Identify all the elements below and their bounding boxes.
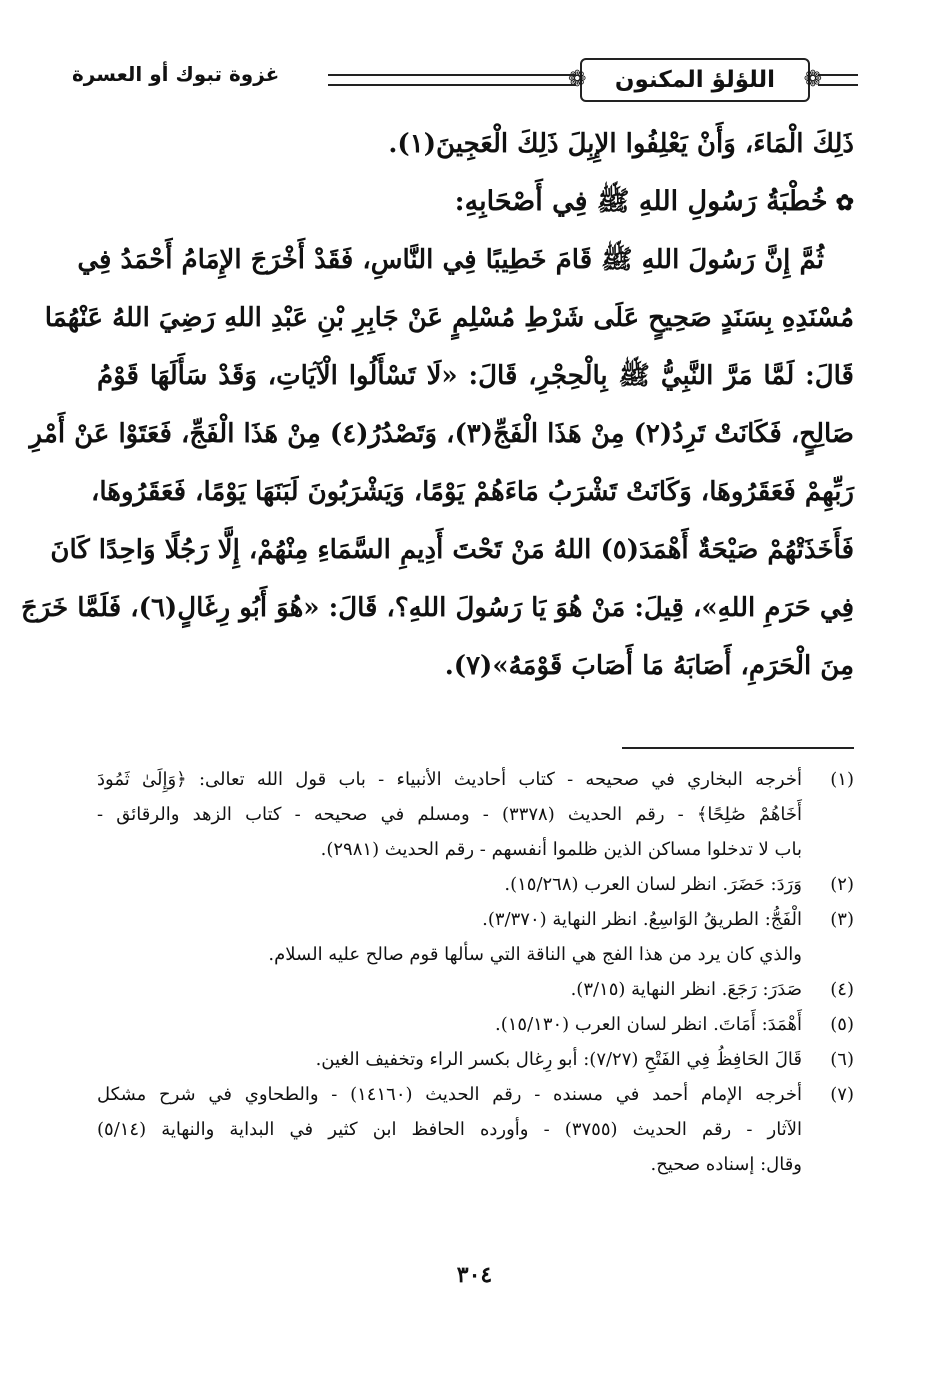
footnote-number: (٤) [830,979,854,1000]
chapter-title: غزوة تبوك أو العسرة [72,62,280,86]
footnote [97,1077,854,1182]
footnote-number: (١) [830,769,854,790]
text-line: ذَلِكَ الْمَاءَ، وَأَنْ يَعْلِفُوا الإِبِلَ ذَلِكَ الْعَجِينَ(١). [388,129,854,159]
text-line: صَالِحٍ، فَكَانَتْ تَرِدُ(٢) مِنْ هَذَا الْفَجِّ(٣)، وَتَصْدُرُ(٤) مِنْ هَذَا الْفَجِّ، فَعَتَوْا عَنْ أَمْرِ [29,419,854,449]
footnote-line: قَالَ الحَافِظُ فِي الفَتْحِ (٧/٢٧): أبو رِغال بكسر الراء وتخفيف الغين. [315,1049,802,1070]
footnote-line: باب لا تدخلوا مساكن الذين ظلموا أنفسهم - رقم الحديث (٢٩٨١). [320,839,802,860]
footnote-line: أَهْمَدَ: أَمَاتَ. انظر لسان العرب (١٥/١٣٠). [495,1014,802,1035]
footnote-line: الْفَجُّ: الطريقُ الوَاسِعُ. انظر النهاية (٣/٣٧٠). [482,909,802,930]
main-text [20,115,854,695]
footnote-number: (٣) [830,909,854,930]
footnote [97,867,854,902]
floral-ornament-icon: ❁ [803,67,822,92]
footnote-continuation [97,937,854,972]
footnote-line: والذي كان يرد من هذا الفج هي الناقة التي سألها قوم صالح عليه السلام. [268,944,802,965]
footnote-number: (٥) [830,1014,854,1035]
footnote-line: وقال: إسناده صحيح. [650,1154,802,1175]
footnote [97,762,854,867]
footnote-number: (٢) [830,874,854,895]
footnote [97,1007,854,1042]
footnote-line: وَرَدَ: حَضَرَ. انظر لسان العرب (١٥/٢٦٨). [504,874,802,895]
header-rule-right [818,74,858,86]
section-heading-text: خُطْبَةُ رَسُولِ اللهِ ﷺ فِي أَصْحَابِهِ: [454,186,828,217]
text-line: رَبِّهِمْ فَعَقَرُوهَا، وَكَانَتْ تَشْرَبُ مَاءَهُمْ يَوْمًا، وَيَشْرَبُونَ لَبَنَهَا يَوْمًا، فَعَقَرُوهَا، [90,477,854,507]
footnote [97,902,854,937]
text-line: قَالَ: لَمَّا مَرَّ النَّبِيُّ ﷺ بِالْحِجْرِ، قَالَ: «لَا تَسْأَلُوا الْآيَاتِ، وَقَدْ سَأَلَهَا قَوْمُ [97,361,854,391]
text-line: ثُمَّ إِنَّ رَسُولَ اللهِ ﷺ قَامَ خَطِيبًا فِي النَّاسِ، فَقَدْ أَخْرَجَ الإِمَامُ أَحْمَدُ فِي [77,245,824,275]
footnote-number [802,937,854,972]
text-line: مُسْنَدِهِ بِسَنَدٍ صَحِيحٍ عَلَى شَرْطِ مُسْلِمٍ عَنْ جَابِرِ بْنِ عَبْدِ اللهِ رَضِيَ اللهُ عَنْهُمَا [44,303,854,333]
page-number: ٣٠٤ [456,1262,493,1288]
footnote-number: (٧) [830,1084,854,1105]
page-header [72,52,858,108]
text-line: فِي حَرَمِ اللهِ»، قِيلَ: مَنْ هُوَ يَا رَسُولَ اللهِ؟، قَالَ: «هُوَ أَبُو رِغَالٍ(٦)، فَلَمَّا خَرَجَ [20,593,854,623]
footnote-separator [622,747,854,749]
footnote-line: صَدَرَ: رَجَعَ. انظر النهاية (٣/١٥). [570,979,802,1000]
book-title: اللؤلؤ المكنون [614,67,776,93]
footnote-line: أخرجه البخاري في صحيحه - كتاب أحاديث الأنبياء - باب قول الله تعالى: ﴿وَإِلَىٰ ثَمُودَ [97,769,802,790]
footnote-number: (٦) [830,1049,854,1070]
text-line: فَأَخَذَتْهُمْ صَيْحَةٌ أَهْمَدَ(٥) اللهُ مَنْ تَحْتَ أَدِيمِ السَّمَاءِ مِنْهُمْ، إِلَّا رَجُلًا وَاحِدًا كَانَ [50,535,854,565]
footnote-line: الآثار - رقم الحديث (٣٧٥٥) - وأورده الحافظ ابن كثير في البداية والنهاية (٥/١٤) [97,1119,803,1140]
footnote [97,972,854,1007]
footnote-line: أخرجه الإمام أحمد في مسنده - رقم الحديث (١٤١٦٠) - والطحاوي في شرح مشكل [97,1084,802,1105]
book-title-frame [568,58,822,102]
header-rule-middle [328,74,576,86]
flower-bullet-icon: ✿ [835,190,854,216]
footnotes [97,762,854,1182]
footnote-line: أَخَاهُمْ صَٰلِحًا﴾ - رقم الحديث (٣٣٧٨) - ومسلم في صحيحه - كتاب الزهد والرقائق - [97,804,802,825]
footnote [97,1042,854,1077]
section-heading [97,173,854,231]
text-line: مِنَ الْحَرَمِ، أَصَابَهُ مَا أَصَابَ قَوْمَهُ»(٧). [444,651,854,681]
floral-ornament-icon: ❁ [568,67,587,92]
